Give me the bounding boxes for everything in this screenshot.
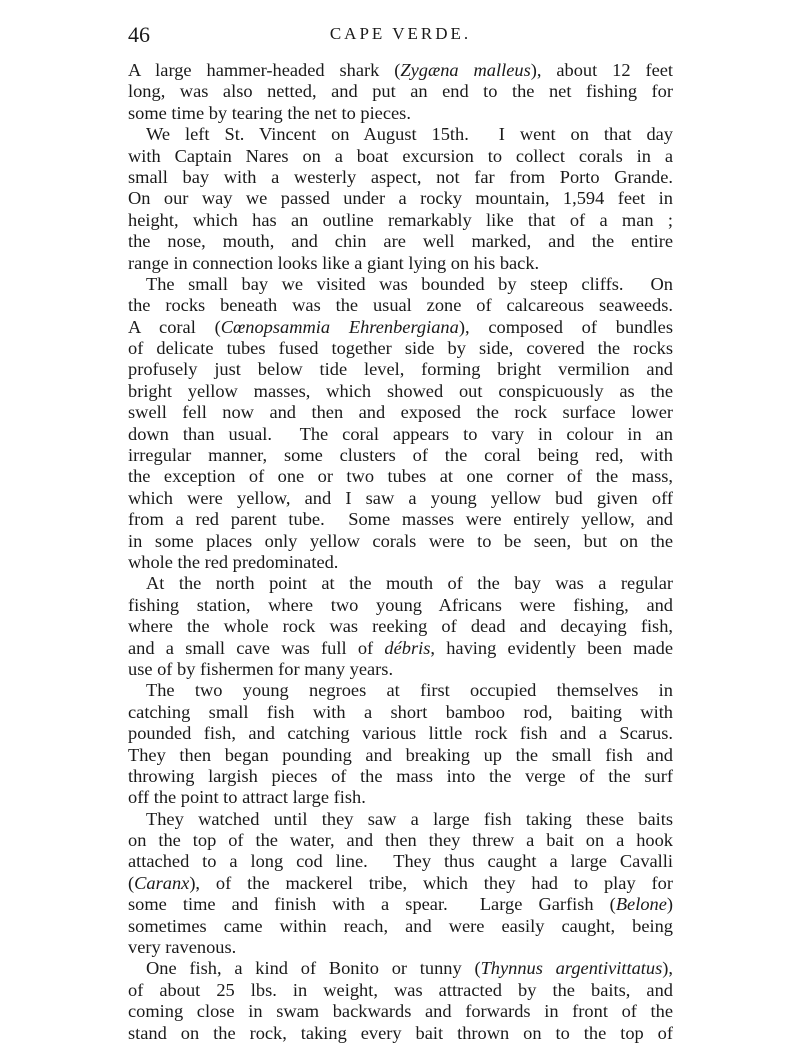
text-line: which were yellow, and I saw a young yellow bud given off: [128, 487, 673, 508]
text-line: range in connection looks like a giant lying on his back.: [128, 252, 540, 273]
text-line: profusely just below tide level, forming bright vermilion and: [128, 359, 673, 380]
text-line: On our way we passed under a rocky mountain, 1,594 feet in: [128, 188, 673, 209]
text-line: and a small cave was full of débris, having evidently been made: [128, 637, 673, 658]
text-line: of about 25 lbs. in weight, was attracted by the baits, and: [128, 979, 673, 1000]
text-line: small bay with a westerly aspect, not far from Porto Grande.: [128, 166, 673, 187]
text-line: attached to a long cod line. They thus caught a large Cavalli: [128, 851, 673, 872]
text-line: off the point to attract large fish.: [128, 787, 366, 808]
text-line: some time and finish with a spear. Large Garfish (Belone): [128, 894, 673, 915]
text-line: of delicate tubes fused together side by side, covered the rocks: [128, 338, 673, 359]
running-head: CAPE VERDE.: [329, 24, 472, 43]
text-line: the nose, mouth, and chin are well marked, and the entire: [128, 231, 673, 252]
text-line: stand on the rock, taking every bait thrown on to the top of: [128, 1022, 673, 1043]
text-line: A coral (Cœnopsammia Ehrenbergiana), composed of bundles: [128, 316, 673, 337]
text-line: bright yellow masses, which showed out conspicuously as the: [128, 380, 673, 401]
text-line: One fish, a kind of Bonito or tunny (Thynnus argentivittatus),: [146, 958, 673, 979]
text-line: A large hammer-headed shark (Zygæna malleus), about 12 feet: [128, 60, 674, 80]
text-line: pounded fish, and catching various little rock fish and a Scarus.: [128, 723, 673, 744]
text-line: whole the red predominated.: [128, 551, 339, 572]
text-line: with Captain Nares on a boat excursion to collect corals in a: [128, 145, 673, 166]
page-number: 46: [128, 22, 150, 47]
text-line: irregular manner, some clusters of the coral being red, with: [128, 445, 673, 466]
text-line: At the north point at the mouth of the bay was a regular: [146, 573, 673, 594]
text-line: some time by tearing the net to pieces.: [128, 102, 411, 123]
text-line: catching small fish with a short bamboo rod, baiting with: [128, 701, 673, 722]
text-line: the rocks beneath was the usual zone of calcareous seaweeds.: [128, 295, 673, 316]
text-line: They watched until they saw a large fish taking these baits: [146, 808, 673, 829]
page-header: [128, 22, 673, 50]
text-line: They then began pounding and breaking up the small fish and: [128, 744, 673, 765]
text-line: on the top of the water, and then they threw a bait on a hook: [128, 830, 673, 851]
text-line: The small bay we visited was bounded by steep cliffs. On: [146, 273, 673, 294]
text-line: fishing station, where two young Africans were fishing, and: [128, 594, 673, 615]
text-line: the exception of one or two tubes at one corner of the mass,: [128, 466, 673, 487]
text-line: (Caranx), of the mackerel tribe, which they had to play for: [128, 872, 673, 893]
text-line: throwing largish pieces of the mass into the verge of the surf: [128, 765, 673, 786]
text-line: where the whole rock was reeking of dead and decaying fish,: [128, 616, 673, 637]
text-line: The two young negroes at first occupied themselves in: [146, 680, 673, 701]
text-line: height, which has an outline remarkably like that of a man ;: [128, 209, 673, 230]
body-text: [128, 60, 673, 1044]
text-line: We left St. Vincent on August 15th. I went on that day: [146, 124, 673, 145]
text-line: sometimes came within reach, and were easily caught, being: [128, 915, 673, 936]
text-line: swell fell now and then and exposed the rock surface lower: [128, 402, 673, 423]
text-line: very ravenous.: [128, 937, 237, 958]
text-line: from a red parent tube. Some masses were entirely yellow, and: [128, 509, 673, 530]
text-line: use of by fishermen for many years.: [128, 658, 394, 679]
text-line: down than usual. The coral appears to vary in colour in an: [128, 423, 673, 444]
text-line: coming close in swam backwards and forwards in front of the: [128, 1001, 673, 1022]
text-line: in some places only yellow corals were to be seen, but on the: [128, 530, 673, 551]
text-line: long, was also netted, and put an end to the net fishing for: [128, 81, 673, 102]
